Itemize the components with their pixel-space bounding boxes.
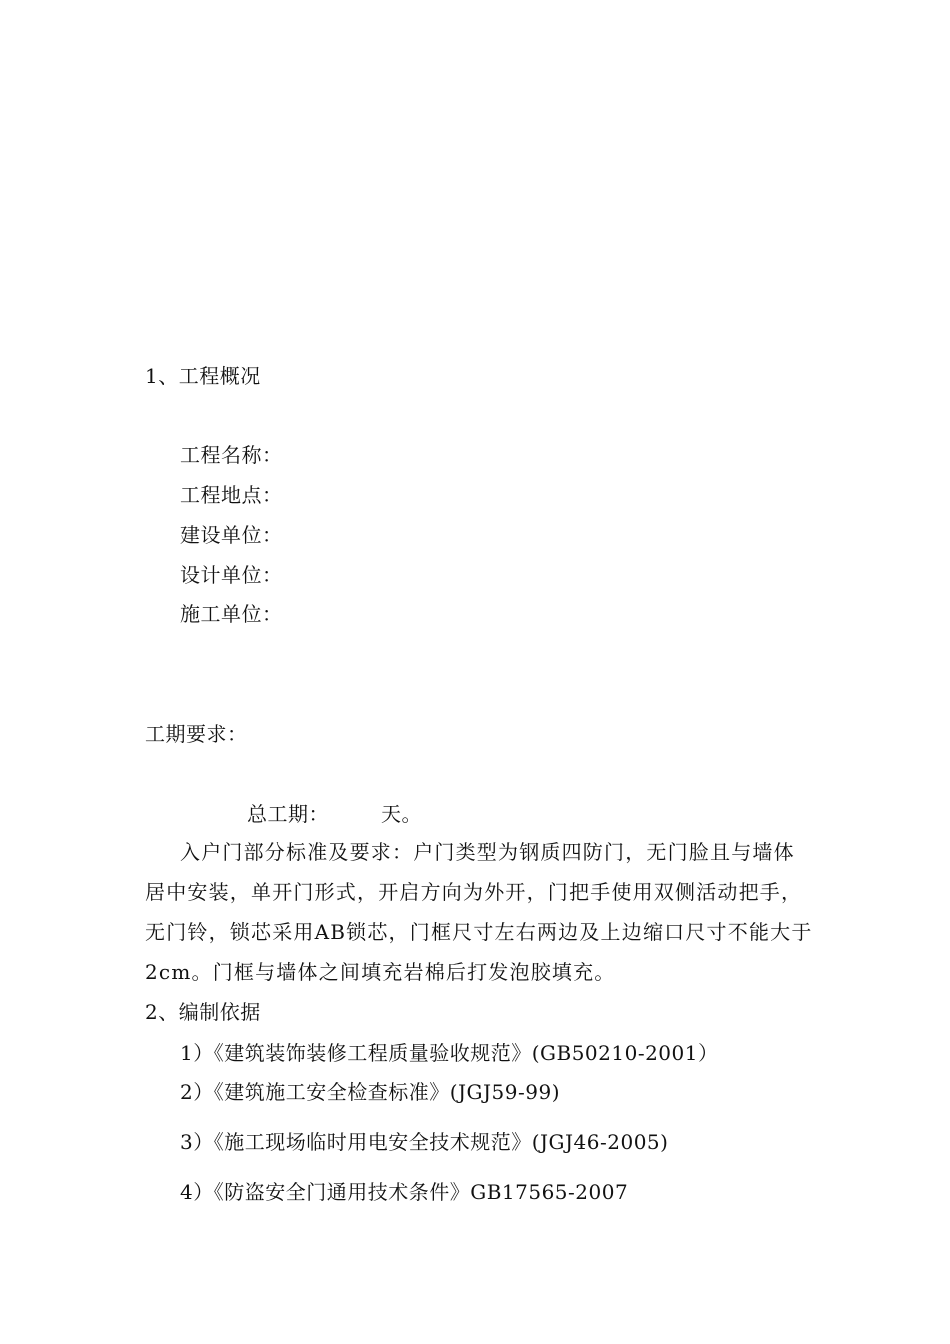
field-project-name: 工程名称：: [180, 443, 283, 467]
field-project-location: 工程地点：: [180, 483, 283, 507]
door-requirements-paragraph: 入户门部分标准及要求：户门类型为钢质四防门，无门脸且与墙体居中安装，单开门形式，开启方向为外开，门把手使用双侧活动把手，无门铃，锁芯采用AB锁芯，门框尺寸左右两边及上边缩口尺寸不能大于2cm。门框与墙体之间填充岩棉后打发泡胶填充。: [145, 840, 813, 984]
schedule-heading: 工期要求：: [145, 722, 248, 746]
reference-item: 1）《建筑装饰装修工程质量验收规范》(GB50210-2001）: [180, 1041, 719, 1065]
field-design-unit: 设计单位：: [180, 563, 283, 587]
section2-heading: 2、编制依据: [145, 1000, 261, 1024]
field-construction-unit: 建设单位：: [180, 523, 283, 547]
section1-heading: 1、工程概况: [145, 364, 261, 388]
field-contractor-unit: 施工单位：: [180, 602, 283, 626]
reference-item: 3）《施工现场临时用电安全技术规范》(JGJ46-2005): [180, 1130, 669, 1154]
schedule-total-unit: 天。: [381, 802, 422, 826]
reference-item: 2）《建筑施工安全检查标准》(JGJ59-99): [180, 1080, 560, 1104]
reference-item: 4）《防盗安全门通用技术条件》GB17565-2007: [180, 1180, 629, 1204]
schedule-total-label: 总工期：: [247, 802, 329, 826]
